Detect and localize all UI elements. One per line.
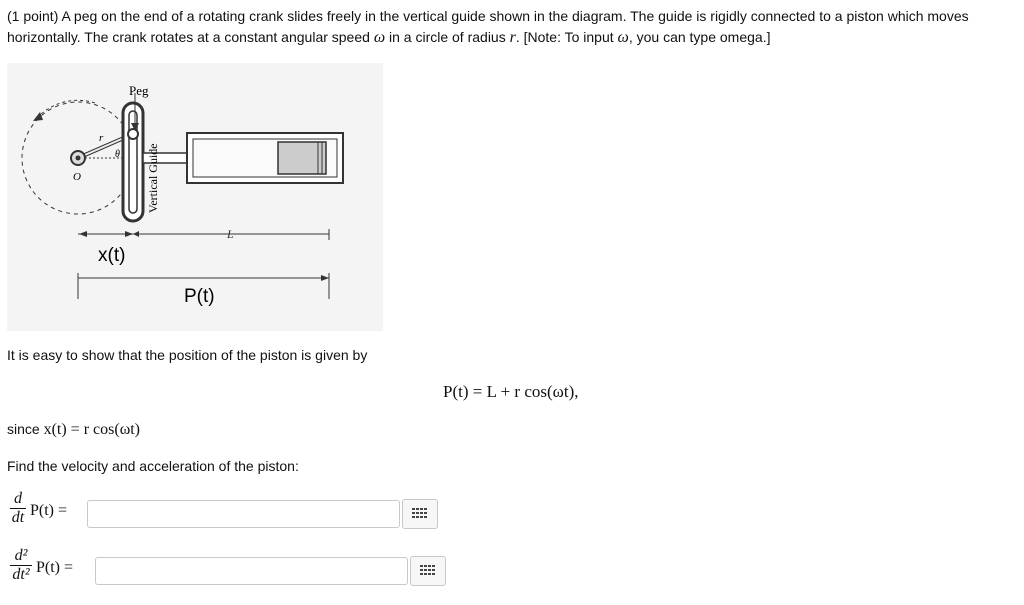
- velocity-equation-editor-button[interactable]: [402, 499, 438, 529]
- velocity-num: d: [14, 490, 22, 507]
- acceleration-fraction: [10, 548, 32, 583]
- velocity-fraction: [10, 491, 26, 526]
- velocity-answer-input[interactable]: [87, 500, 400, 528]
- since-prefix: since: [7, 421, 44, 437]
- problem-statement: [7, 6, 1012, 48]
- x-equation: x(t) = r cos(ωt): [43, 421, 140, 438]
- peg-label: Peg: [129, 83, 149, 98]
- omega-symbol: ω: [373, 29, 386, 46]
- peg: [128, 129, 138, 139]
- position-equation: P(t) = L + r cos(ωt),: [443, 382, 579, 401]
- velocity-rhs: P(t) =: [30, 502, 68, 519]
- problem-text-1: A peg on the end of a rotating crank slides freely in the vertical guide shown in the diagram. The guide is rigidly connected to a piston which moves horizontally. The crank rotates at a constant angular speed: [7, 8, 969, 45]
- o-label: O: [73, 171, 81, 183]
- acceleration-rhs: P(t) =: [36, 559, 74, 576]
- grid-icon: [412, 508, 428, 520]
- diagram-svg: [7, 63, 383, 331]
- pt-label: P(t): [184, 286, 215, 307]
- l-label: L: [227, 227, 234, 241]
- points-label: (1 point): [7, 8, 59, 24]
- problem-text-3: . [Note: To input: [515, 29, 618, 45]
- intro-text: It is easy to show that the position of the piston is given by: [7, 347, 368, 363]
- grid-icon: [420, 565, 436, 577]
- omega-symbol-2: ω: [617, 29, 629, 46]
- r-label: r: [99, 132, 104, 144]
- guide-label: Vertical Guide: [146, 143, 160, 213]
- radius-symbol: r: [509, 29, 516, 46]
- acceleration-label: [7, 548, 97, 596]
- problem-text-4: , you can type omega.]: [628, 29, 771, 45]
- crank-piston-diagram: [7, 63, 383, 331]
- velocity-den: dt: [11, 509, 25, 526]
- velocity-label: [7, 491, 87, 535]
- acceleration-answer-input[interactable]: [95, 557, 408, 585]
- since-line: [7, 421, 140, 439]
- problem-text-2: in a circle of radius: [385, 29, 510, 45]
- xt-label: x(t): [98, 245, 126, 266]
- find-instruction: Find the velocity and acceleration of the piston:: [7, 458, 299, 474]
- acceleration-den: dt²: [12, 566, 30, 583]
- acceleration-equation-editor-button[interactable]: [410, 556, 446, 586]
- piston-head: [278, 142, 326, 174]
- acceleration-num: d²: [14, 547, 28, 564]
- theta-label: θ: [115, 149, 120, 160]
